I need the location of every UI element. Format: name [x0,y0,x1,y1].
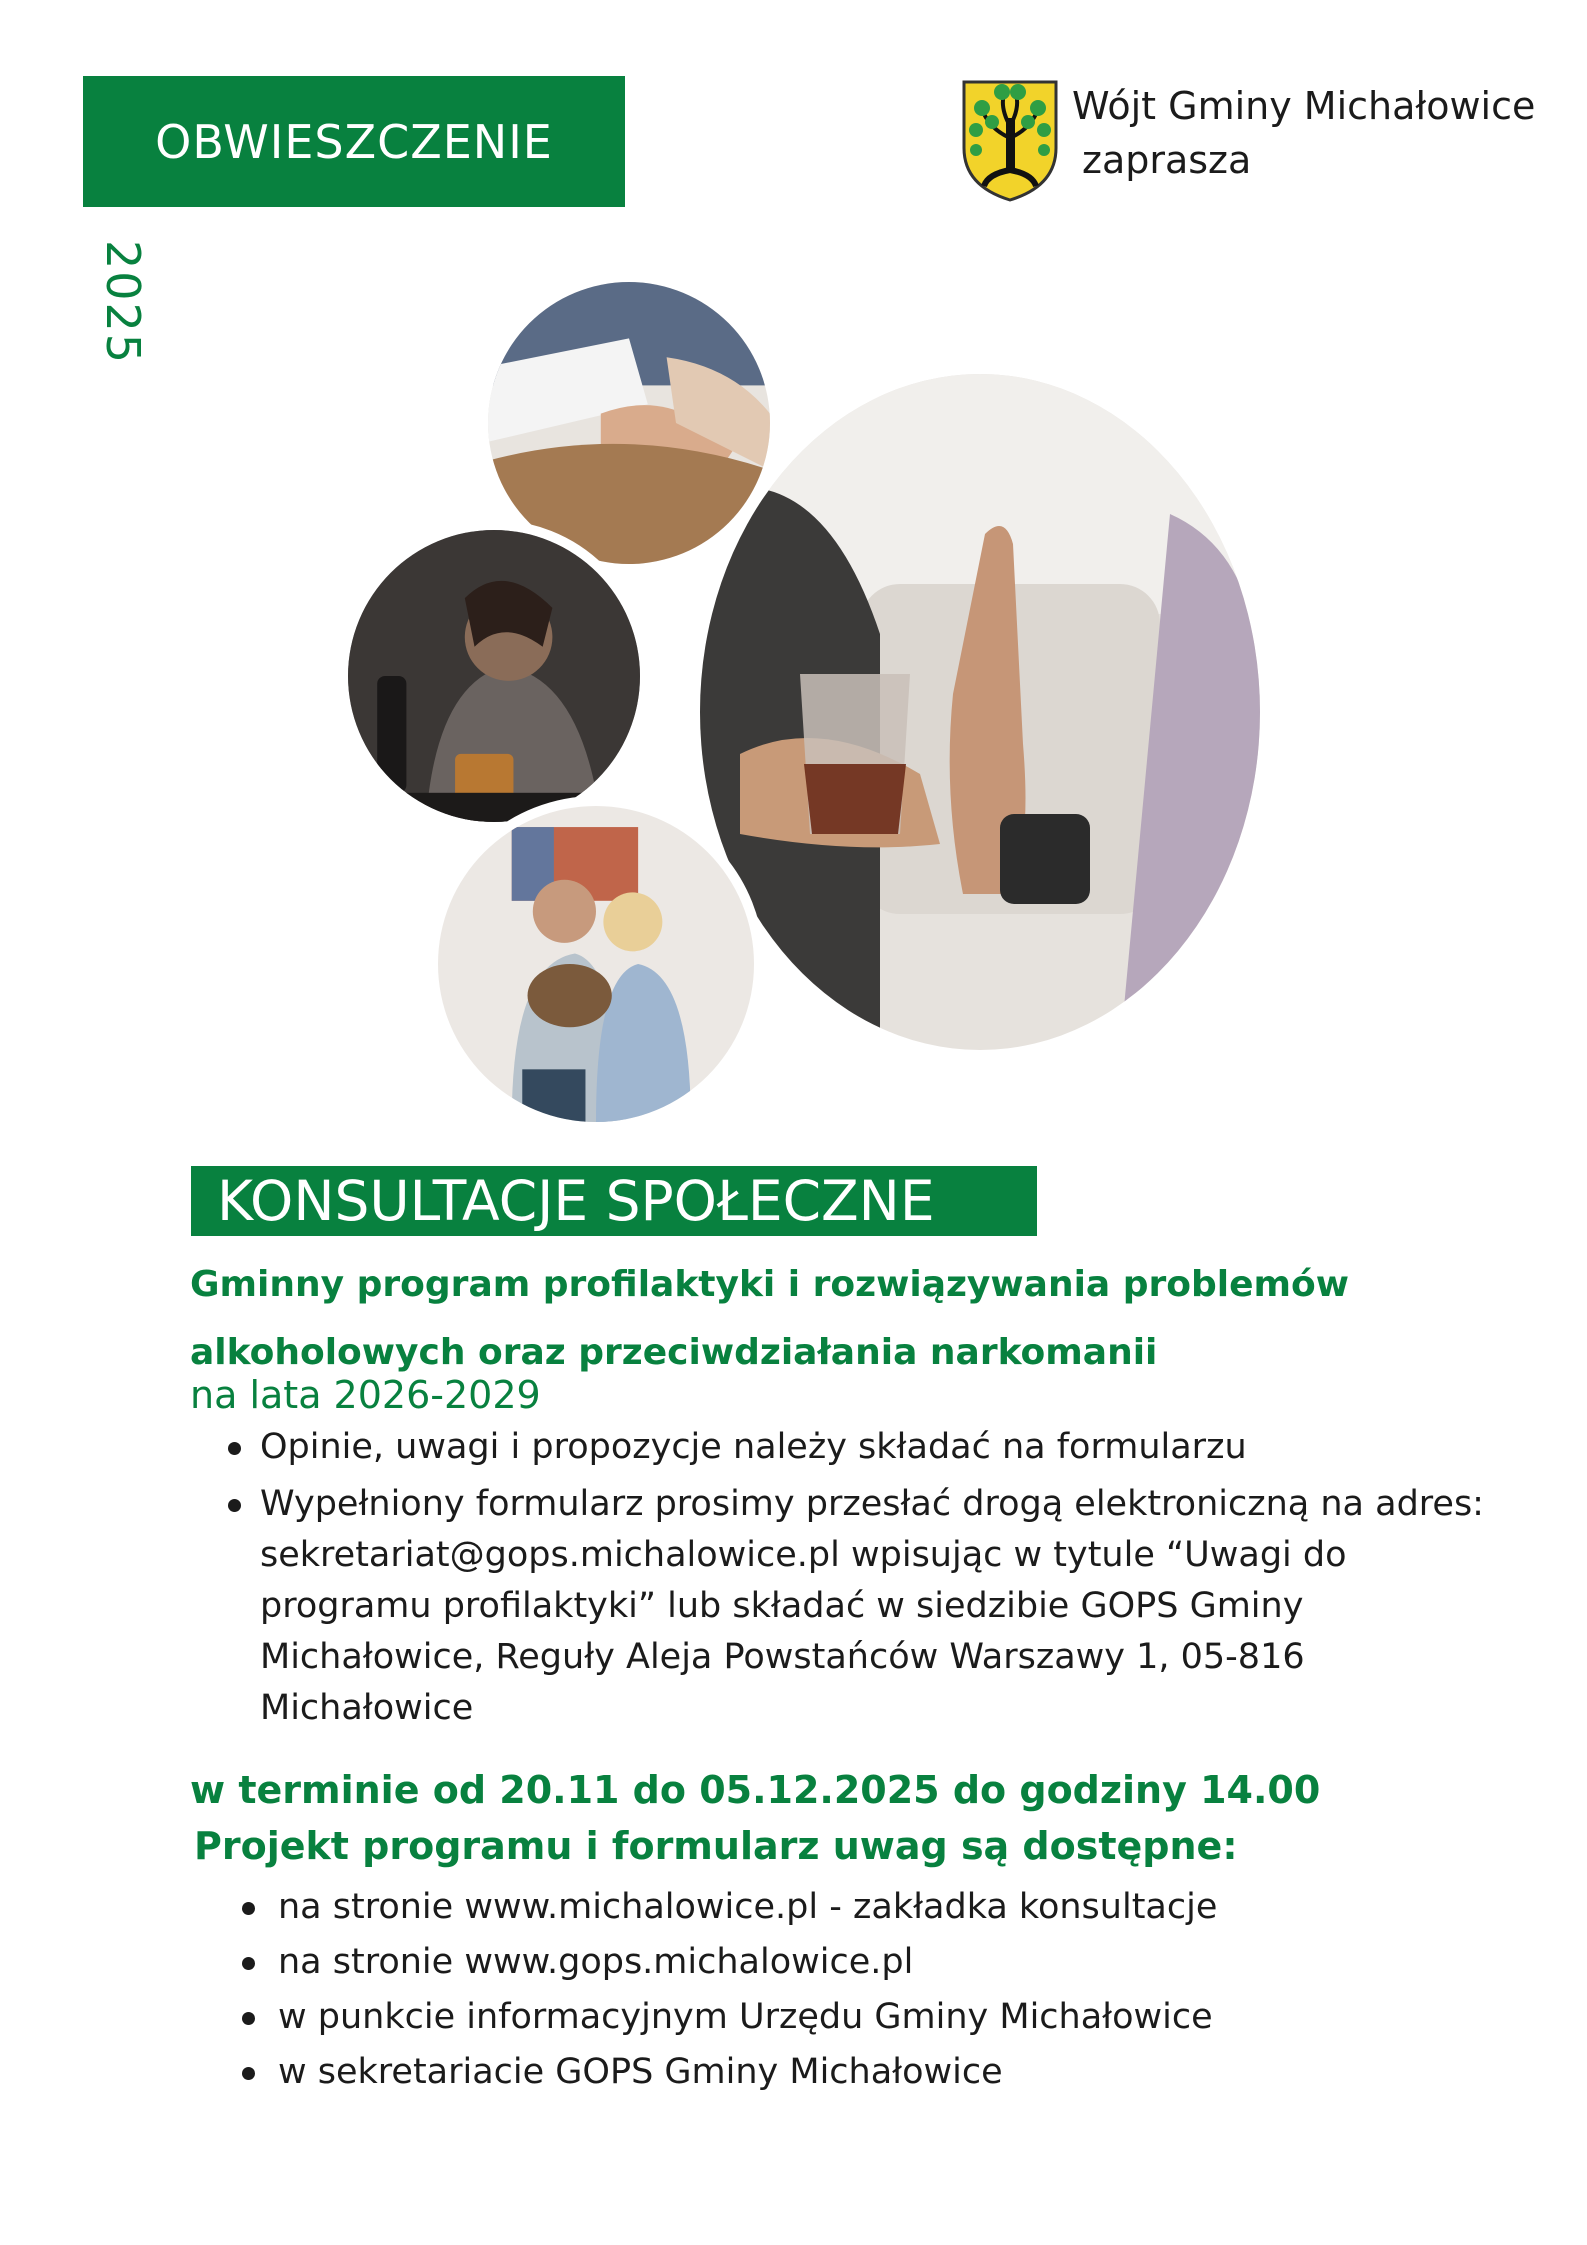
availability-item: na stronie www.gops.michalowice.pl [242,1935,1442,1990]
announcement-banner: OBWIESZCZENIE [83,76,625,207]
instructions-list [228,1422,1498,1740]
program-years: na lata 2026-2029 [190,1373,541,1417]
instruction-item: Opinie, uwagi i propozycje należy składać na formularzu [228,1422,1498,1473]
inviter-line2: zaprasza [1082,138,1252,182]
instruction-item: Wypełniony formularz prosimy przesłać drogą elektroniczną na adres: sekretariat@gops.michalowice.pl wpisując w tytule “Uwagi do programu profilaktyki” lub składać w siedzibie GOPS Gminy Michałowice, Reguły Aleja Powstańców Warszawy 1, 05-816 Michałowice [228,1479,1498,1734]
availability-heading: Projekt programu i formularz uwag są dostępne: [194,1824,1238,1868]
photo-refusing-alcohol [700,374,1260,1050]
program-title: Gminny program profilaktyki i rozwiązywania problemów alkoholowych oraz przeciwdziałania narkomanii [190,1264,1350,1373]
deadline-text: w terminie od 20.11 do 05.12.2025 do godziny 14.00 [190,1768,1321,1812]
photo-man-with-drink [338,520,650,832]
availability-item: na stronie www.michalowice.pl - zakładka konsultacje [242,1880,1442,1935]
availability-item: w punkcie informacyjnym Urzędu Gminy Michałowice [242,1990,1442,2045]
municipality-crest [958,78,1062,202]
inviter-text [1072,84,1535,182]
year-label: 2025 [96,240,150,366]
consultation-heading: KONSULTACJE SPOŁECZNE [191,1166,1037,1236]
availability-list [242,1880,1442,2100]
photo-family-with-cat [428,796,764,1132]
availability-item: w sekretariacie GOPS Gminy Michałowice [242,2045,1442,2100]
inviter-line1: Wójt Gminy Michałowice [1072,84,1536,128]
